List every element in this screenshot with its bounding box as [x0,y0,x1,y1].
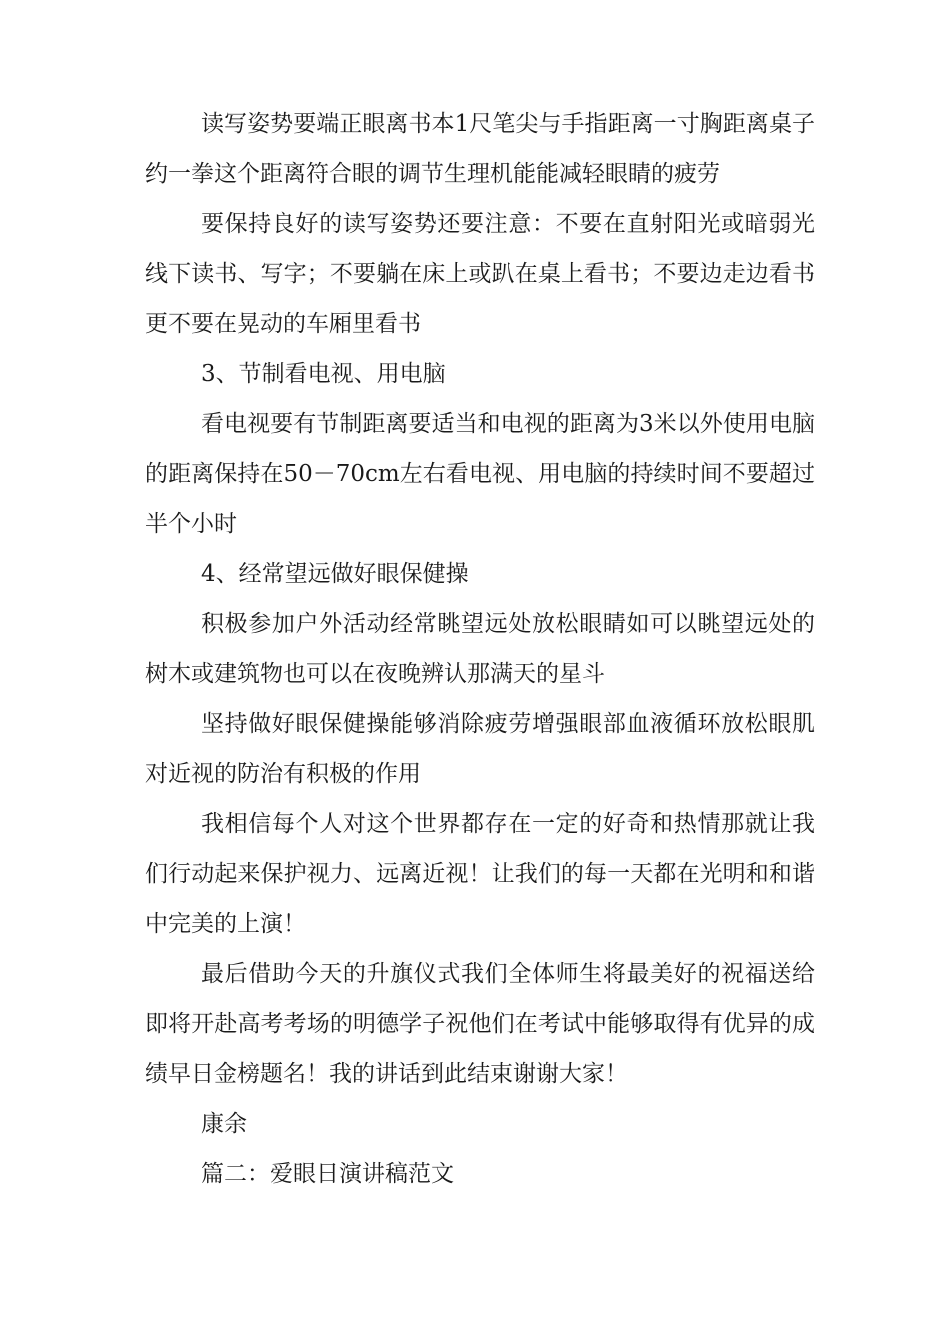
section-title: 篇二：爱眼日演讲稿范文 [201,1161,454,1187]
paragraph-tv-computer: 看电视要有节制距离要适当和电视的距离为3米以外使用电脑的距离保持在50－70cm左右看电视、用电脑的持续时间不要超过半个小时 [145,411,815,537]
paragraph-closing: 最后借助今天的升旗仪式我们全体师生将最美好的祝福送给即将开赴高考考场的明德学子祝他们在考试中能够取得有优异的成绩早日金榜题名！我的讲话到此结束谢谢大家！ [145,961,815,1087]
paragraph-reading-posture: 读写姿势要端正眼离书本1尺笔尖与手指距离一寸胸距离桌子约一拳这个距离符合眼的调节生理机能能减轻眼睛的疲劳 [145,111,815,187]
paragraph-eye-exercise: 坚持做好眼保健操能够消除疲劳增强眼部血液循环放松眼肌对近视的防治有积极的作用 [145,711,815,787]
heading-limit-tv-computer: 3、节制看电视、用电脑 [201,361,446,387]
paragraph-call-to-action: 我相信每个人对这个世界都存在一定的好奇和热情那就让我们行动起来保护视力、远离近视！让我们的每一天都在光明和和谐中完美的上演！ [145,811,815,937]
heading-look-far-eye-exercise: 4、经常望远做好眼保健操 [201,561,469,587]
paragraph-posture-notes: 要保持良好的读写姿势还要注意：不要在直射阳光或暗弱光线下读书、写字；不要躺在床上或趴在桌上看书；不要边走边看书更不要在晃动的车厢里看书 [145,211,815,337]
document-body [145,99,815,1199]
paragraph-outdoor-activity: 积极参加户外活动经常眺望远处放松眼睛如可以眺望远处的树木或建筑物也可以在夜晚辨认那满天的星斗 [145,611,815,687]
speaker-name: 康余 [201,1111,247,1137]
